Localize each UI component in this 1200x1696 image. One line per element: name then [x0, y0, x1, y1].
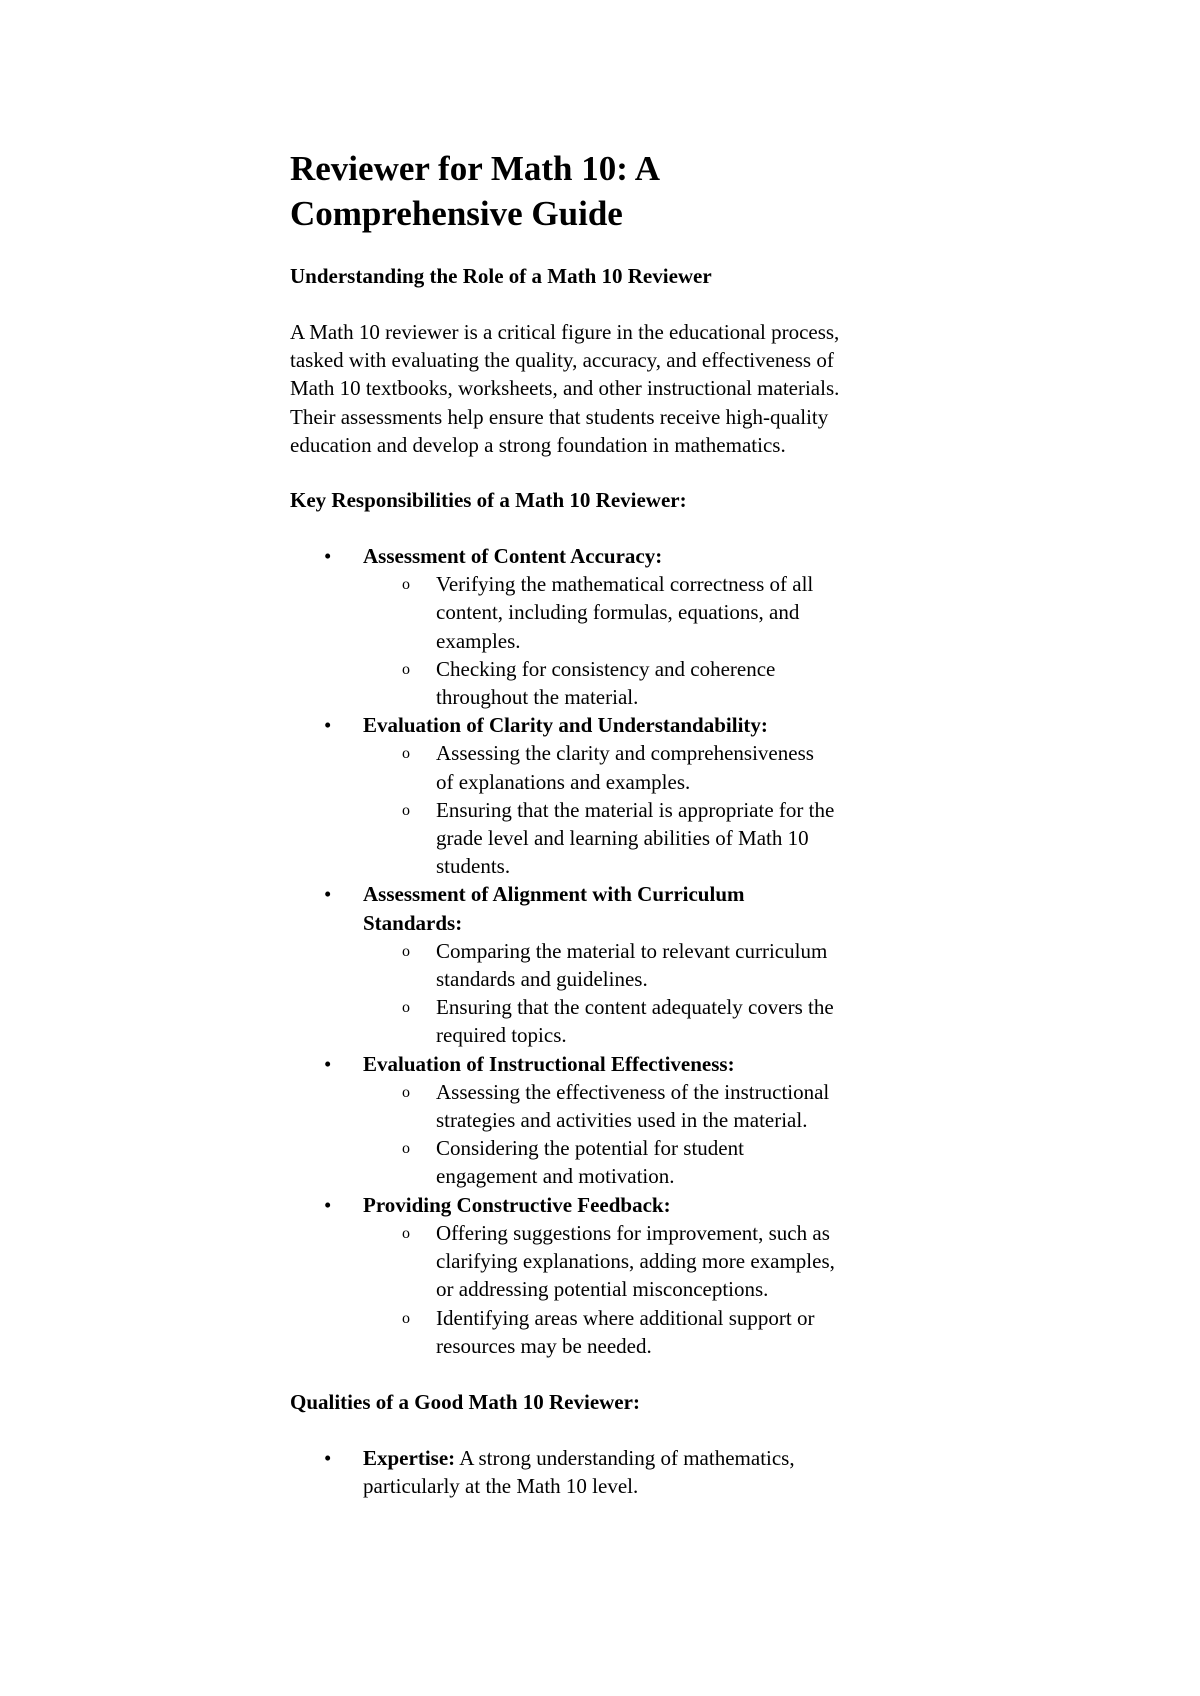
- list-item: [290, 1444, 833, 1500]
- sub-list: [363, 937, 920, 1050]
- sub-list: [363, 1219, 920, 1360]
- sub-list-item: o Verifying the mathematical correctness of all content, including formulas, equations, and examples.: [363, 570, 836, 655]
- sub-list-item: o Considering the potential for student engagement and motivation.: [363, 1134, 836, 1190]
- list-item-title: • Assessment of Content Accuracy:: [363, 544, 663, 569]
- list-item: [290, 542, 920, 711]
- intro-paragraph: A Math 10 reviewer is a critical figure in the educational process, tasked with evaluating the quality, accuracy, and effectiveness of Math 10 textbooks, worksheets, and other instructional materials. Their assessments help ensure that students receive high-quality education and develop a strong foundation in mathematics.: [290, 320, 840, 457]
- responsibilities-list: [290, 542, 920, 1360]
- list-item: [290, 880, 920, 1049]
- list-item-title: • Evaluation of Instructional Effectiveness:: [363, 1051, 735, 1076]
- sub-list: [363, 739, 920, 880]
- sub-list-item: o Assessing the clarity and comprehensiveness of explanations and examples.: [363, 739, 836, 795]
- list-item-title: • Evaluation of Clarity and Understandability:: [363, 713, 768, 738]
- list-item: [290, 1191, 920, 1360]
- sub-list-item: o Ensuring that the content adequately covers the required topics.: [363, 993, 836, 1049]
- list-item-title: Expertise:: [363, 1445, 456, 1470]
- document-page: [290, 146, 920, 1500]
- qualities-list: [290, 1444, 920, 1500]
- section-heading-qualities: Qualities of a Good Math 10 Reviewer:: [290, 1389, 640, 1414]
- list-item-title: • Assessment of Alignment with Curriculum Standards:: [363, 882, 745, 935]
- sub-list-item: o Ensuring that the material is appropriate for the grade level and learning abilities of Math 10 students.: [363, 796, 836, 881]
- list-item-title: • Providing Constructive Feedback:: [363, 1192, 671, 1217]
- sub-list: [363, 1078, 920, 1191]
- sub-list-item: o Offering suggestions for improvement, such as clarifying explanations, adding more examples, or addressing potential misconceptions.: [363, 1219, 836, 1304]
- section-heading-understanding: Understanding the Role of a Math 10 Reviewer: [290, 264, 712, 288]
- list-item: [290, 1050, 920, 1191]
- sub-list: [363, 570, 920, 711]
- sub-list-item: o Comparing the material to relevant curriculum standards and guidelines.: [363, 937, 836, 993]
- sub-list-item: o Assessing the effectiveness of the instructional strategies and activities used in the material.: [363, 1078, 836, 1134]
- document-title: Reviewer for Math 10: A Comprehensive Guide: [290, 149, 659, 233]
- section-heading-responsibilities: Key Responsibilities of a Math 10 Reviewer:: [290, 488, 687, 513]
- sub-list-item: o Checking for consistency and coherence throughout the material.: [363, 655, 836, 711]
- list-item-text: A strong understanding of mathematics, particularly at the Math 10 level.: [363, 1445, 795, 1499]
- sub-list-item: o Identifying areas where additional support or resources may be needed.: [363, 1304, 836, 1360]
- list-item: [290, 711, 920, 880]
